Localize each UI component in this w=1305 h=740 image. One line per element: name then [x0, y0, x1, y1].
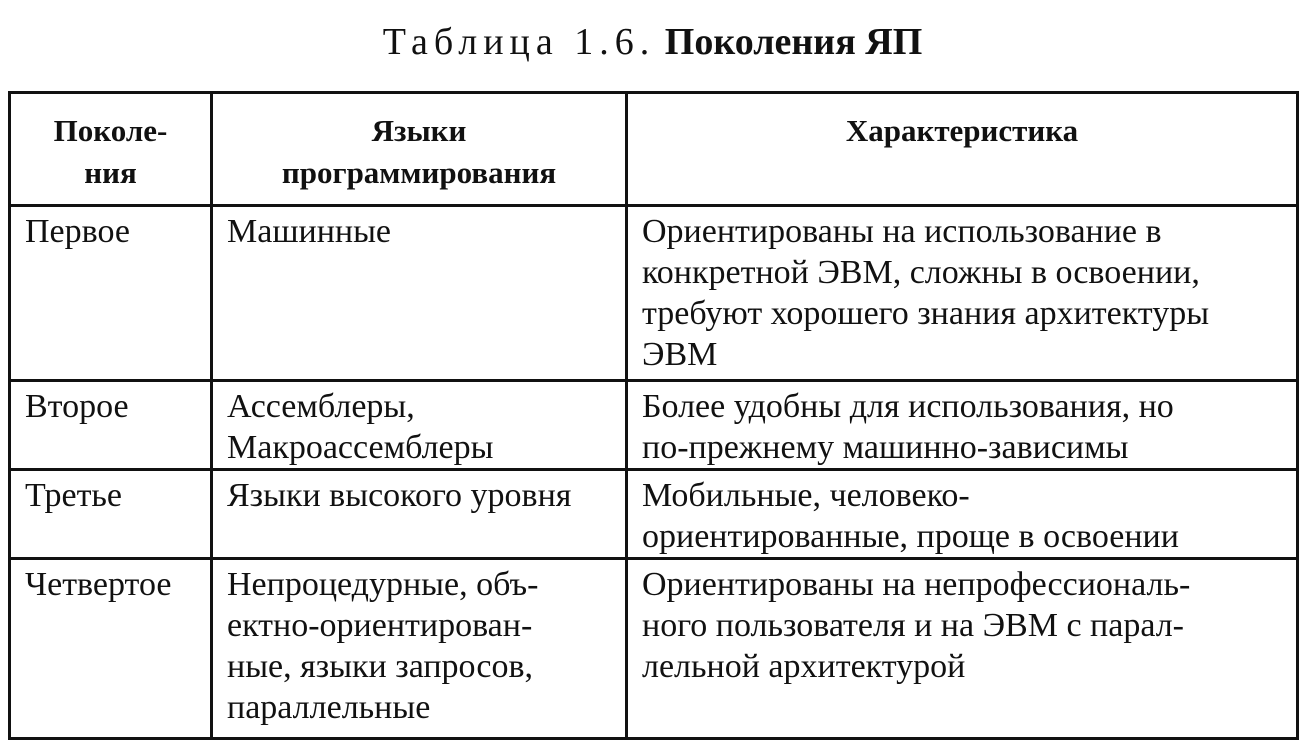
header-generation: Поколе- ния [10, 93, 212, 206]
table-header-row [10, 93, 1298, 206]
table-row [10, 559, 1298, 739]
cell-characteristic: Ориентированы на непрофессиональ- ного пользователя и на ЭВМ с парал- лельной архитектурой [627, 559, 1298, 739]
cell-characteristic: Более удобны для использования, но по-прежнему машинно-зависимы [627, 381, 1298, 470]
cell-characteristic: Мобильные, человеко- ориентированные, проще в освоении [627, 470, 1298, 559]
generations-table [8, 91, 1299, 740]
cell-languages: Машинные [212, 206, 627, 381]
caption-label: Таблица 1.6. [382, 21, 656, 63]
cell-generation: Четвертое [10, 559, 212, 739]
table-caption [0, 16, 1305, 68]
cell-generation: Второе [10, 381, 212, 470]
cell-languages: Языки высокого уровня [212, 470, 627, 559]
cell-generation: Первое [10, 206, 212, 381]
table-row [10, 470, 1298, 559]
table-row [10, 206, 1298, 381]
cell-languages: Непроцедурные, объ- ектно-ориентирован- ные, языки запросов, параллельные [212, 559, 627, 739]
header-languages: Языки программирования [212, 93, 627, 206]
cell-generation: Третье [10, 470, 212, 559]
caption-title: Поколения ЯП [664, 21, 923, 63]
header-characteristic: Характеристика [627, 93, 1298, 206]
cell-characteristic: Ориентированы на использование в конкретной ЭВМ, сложны в освоении, требуют хорошего знания архитектуры ЭВМ [627, 206, 1298, 381]
cell-languages: Ассемблеры, Макроассемблеры [212, 381, 627, 470]
table-row [10, 381, 1298, 470]
